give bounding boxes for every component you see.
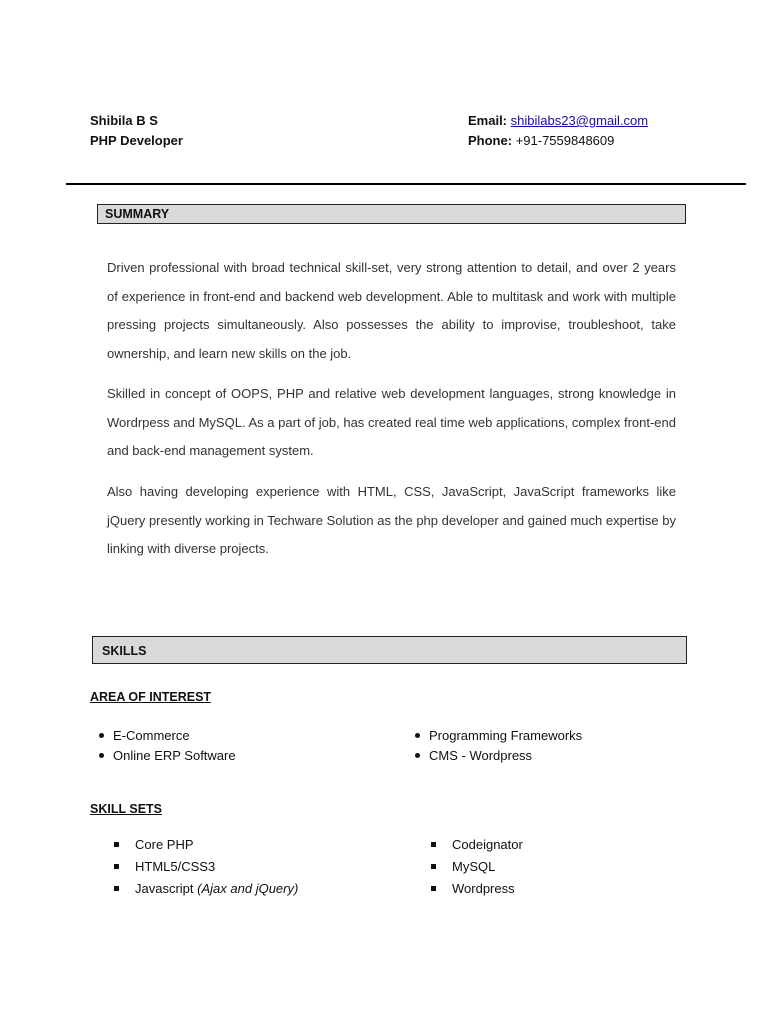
bullet-icon [99,753,104,758]
bullet-icon [114,886,119,891]
email-line [468,113,648,128]
list-item: Core PHP [135,834,298,856]
list-item: Online ERP Software [113,746,236,766]
phone-value: +91-7559848609 [515,133,615,148]
list-item: CMS - Wordpress [429,746,582,766]
bullet-icon [114,842,119,847]
phone-line [468,133,614,148]
list-item: Javascript (Ajax and jQuery) [135,878,298,900]
list-item: HTML5/CSS3 [135,856,298,878]
list-item: MySQL [452,856,523,878]
list-item: Wordpress [452,878,523,900]
header-divider [66,183,746,185]
list-item: Programming Frameworks [429,726,582,746]
skill-list-left [135,834,298,900]
bullet-icon [431,842,436,847]
bullet-icon [99,733,104,738]
candidate-name: Shibila B S [90,113,158,128]
phone-label: Phone: [468,133,513,148]
interest-list-right [429,726,582,766]
summary-paragraph-2: Skilled in concept of OOPS, PHP and relative web development languages, strong knowledge in Wordrpess and MySQL. As a part of job, has created real time web applications, complex front-end and back-end management system. [107,386,676,458]
area-of-interest-heading: AREA OF INTEREST [90,690,212,704]
skills-heading: SKILLS [92,636,687,664]
list-item: Codeignator [452,834,523,856]
skill-note: (Ajax and jQuery) [197,881,299,896]
email-label: Email: [468,113,508,128]
summary-paragraph-1: Driven professional with broad technical skill-set, very strong attention to detail, and over 2 years of experience in front-end and backend web development. Able to multitask and work with multiple pressing projects simultaneously. Also possesses the ability to improvise, troubleshoot, take ownership, and learn new skills on the job. [107,260,676,361]
skill-list-right [452,834,523,900]
list-item: E-Commerce [113,726,236,746]
email-link[interactable]: shibilabs23@gmail.com [510,113,649,128]
skill-sets-heading: SKILL SETS [90,802,163,816]
bullet-icon [431,886,436,891]
bullet-icon [415,733,420,738]
bullet-icon [415,753,420,758]
bullet-icon [114,864,119,869]
interest-list-left [113,726,236,766]
bullet-icon [431,864,436,869]
summary-paragraph-3: Also having developing experience with HTML, CSS, JavaScript, JavaScript frameworks like jQuery presently working in Techware Solution as the php developer and gained much expertise by linking with diverse projects. [107,484,676,556]
summary-heading: SUMMARY [97,204,686,224]
candidate-title: PHP Developer [90,133,183,148]
